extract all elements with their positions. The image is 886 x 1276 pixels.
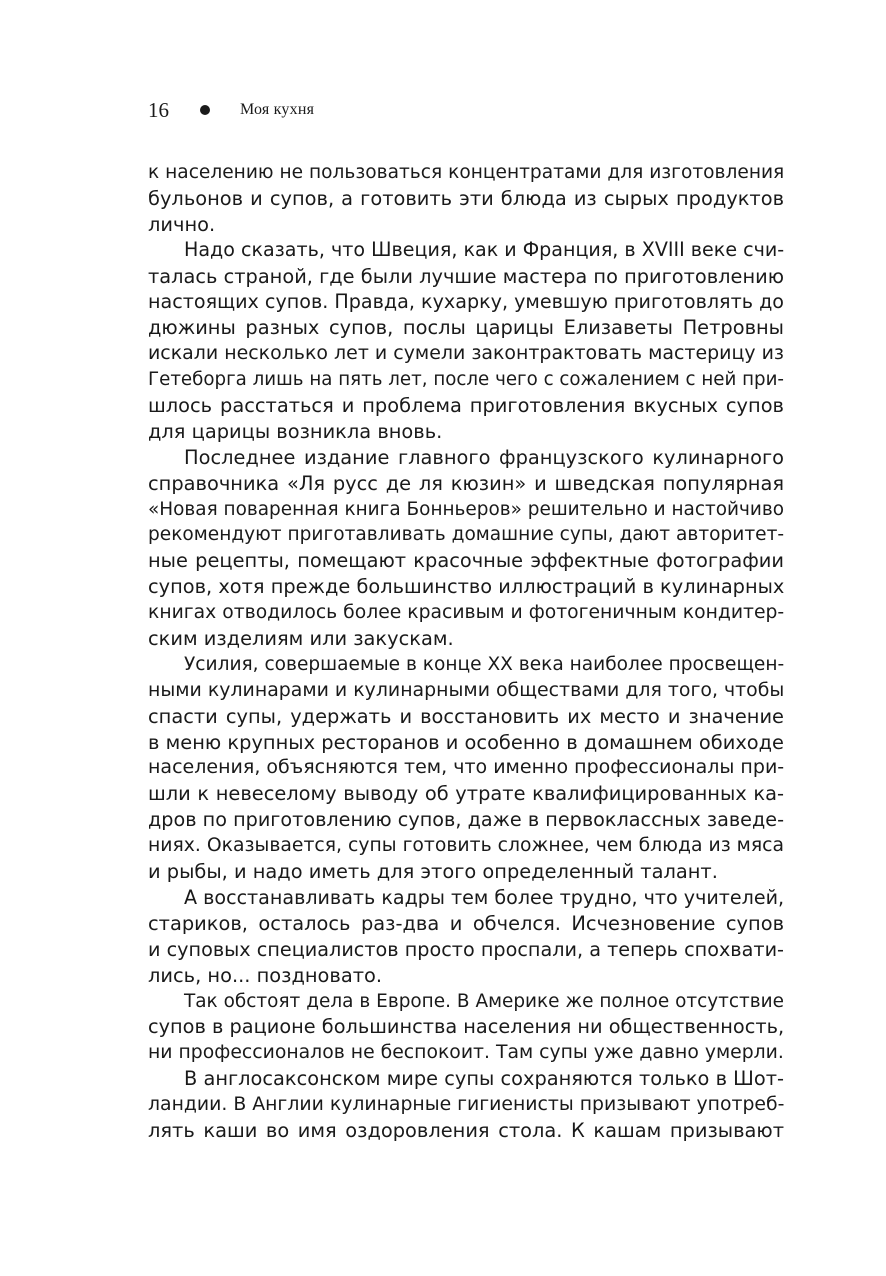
text-line: настоящих супов. Правда, кухарку, умевшую приготовлять до — [148, 290, 784, 314]
text-line: к населению не пользоваться концентратами для изготовления — [148, 162, 785, 183]
text-line: ским изделиям или закускам. — [148, 627, 454, 651]
text-line: дюжины разных супов, послы царицы Елизаветы Петровны — [148, 316, 784, 340]
text-line: лять каши во имя оздоровления стола. К кашам призывают — [148, 1118, 784, 1142]
text-line: лично. — [148, 212, 216, 236]
text-line: «Новая поваренная книга Бонньеров» решительно и настойчиво — [148, 498, 784, 520]
text-line: В англосаксонском мире супы сохраняются только в Шот- — [184, 1067, 784, 1091]
text-line: шлось расстаться и проблема приготовления вкусных супов — [148, 394, 784, 418]
text-line: Гетеборга лишь на пять лет, после чего с сожалением с ней при- — [148, 369, 784, 391]
text-line: справочника «Ля русс де ля кюзин» и шведская популярная — [148, 471, 784, 495]
text-line: населения, объясняются тем, что именно профессионалы при- — [148, 756, 785, 779]
text-line: искали несколько лет и сумели законтрактовать мастерицу из — [148, 342, 784, 365]
text-line: стариков, осталось раз-два и обчелся. Исчезновение супов — [148, 911, 784, 935]
text-line: ни профессионалов не беспокоит. Там супы уже давно умерли. — [148, 1042, 784, 1064]
text-line: и рыбы, и надо иметь для этого определенный талант. — [148, 860, 718, 884]
body-text — [148, 160, 784, 1144]
text-line: ными кулинарами и кулинарными обществами для того, чтобы — [148, 678, 785, 701]
text-line: ландии. В Англии кулинарные гигиенисты призывают употреб- — [148, 1094, 785, 1116]
text-line: супов, хотя прежде большинство иллюстраций в кулинарных — [148, 575, 785, 599]
text-line: и суповых специалистов просто проспали, а теперь спохвати- — [148, 937, 784, 961]
bullet-icon — [200, 105, 210, 115]
text-line: ные рецепты, помещают красочные эффектные фотографии — [148, 549, 784, 573]
text-line: ниях. Оказывается, супы готовить сложнее, чем блюда из мяса — [148, 835, 784, 857]
text-line: супов в рационе большинства населения ни общественность, — [148, 1015, 785, 1039]
text-line: для царицы возникла вновь. — [148, 419, 443, 443]
running-head — [148, 96, 314, 124]
text-line: лись, но... поздновато. — [148, 963, 383, 987]
text-line: Усилия, совершаемые в конце XX века наиболее просвещен- — [184, 653, 785, 675]
text-line: шли к невеселому выводу об утрате квалифицированных ка- — [148, 782, 784, 806]
text-line: рекомендуют приготавливать домашние супы, дают авторитет- — [148, 524, 785, 546]
text-line: в меню крупных ресторанов и особенно в домашнем обиходе — [148, 730, 784, 754]
text-line: бульонов и супов, а готовить эти блюда из сырых продуктов — [148, 186, 784, 210]
text-line: спасти супы, удержать и восстановить их место и значение — [148, 704, 784, 728]
text-line: Последнее издание главного французского кулинарного — [184, 445, 784, 469]
text-line: книгах отводилось более красивым и фотогеничным кондитер- — [148, 602, 785, 624]
text-line: Надо сказать, что Швеция, как и Франция, в XVIII веке счи- — [184, 238, 785, 261]
text-line: А восстанавливать кадры тем более трудно, что учителей, — [184, 885, 785, 909]
text-line: талась страной, где были лучшие мастера по приготовлению — [148, 264, 784, 288]
text-line: Так обстоят дела в Европе. В Америке же полное отсутствие — [184, 990, 784, 1012]
text-line: дров по приготовлению супов, даже в первоклассных заведе- — [148, 808, 784, 832]
running-title: Моя кухня — [240, 101, 315, 118]
page-number: 16 — [148, 97, 169, 122]
